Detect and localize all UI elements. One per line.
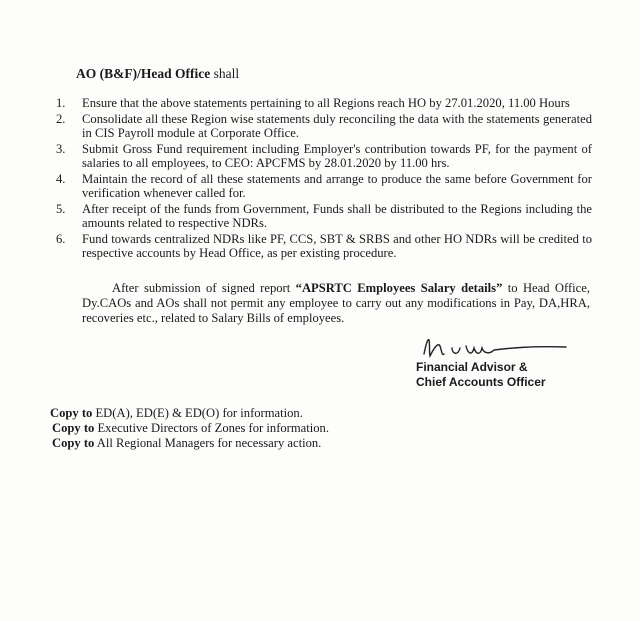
heading-rest: shall [210,66,240,81]
list-number: 2. [56,112,66,126]
signer-title-line2: Chief Accounts Officer [416,375,546,389]
copy-text: Executive Directors of Zones for information. [94,421,330,435]
copy-prefix: Copy to [50,406,93,420]
list-text: Submit Gross Fund requirement including Employer's contribution towards PF, for the payment of salaries to all employees, to CEO: APCFMS by 28.01.2020 by 11.00 hrs. [82,142,592,170]
list-item [52,172,592,200]
signatory-block [416,360,546,390]
copy-line [50,406,329,421]
list-text: Fund towards centralized NDRs like PF, CCS, SBT & SRBS and other HO NDRs will be credited to respective accounts by Head Office, as per existing procedure. [82,232,592,260]
section-heading [76,66,239,82]
copy-line [50,421,329,436]
list-text: Maintain the record of all these statements and arrange to produce the same before Government for verification whenever called for. [82,172,592,200]
list-number: 5. [56,202,66,216]
copy-line [50,436,329,451]
list-text: After receipt of the funds from Government, Funds shall be distributed to the Regions including the amounts related to respective NDRs. [82,202,592,230]
list-number: 4. [56,172,66,186]
list-number: 6. [56,232,66,246]
heading-bold: AO (B&F)/Head Office [76,66,211,81]
list-text: Ensure that the above statements pertaining to all Regions reach HO by 27.01.2020, 11.00 Hours [82,96,570,110]
list-number: 3. [56,142,66,156]
copy-to-list [50,406,329,451]
copy-prefix: Copy to [52,436,95,450]
list-item [52,232,592,260]
paragraph-after: to Head Office, Dy.CAOs and AOs shall not permit any employee to carry out any modifications in Pay, DA,HRA, recoveries etc., related to Salary Bills of employees. [82,280,590,325]
copy-prefix: Copy to [52,421,95,435]
list-number: 1. [56,96,66,110]
list-item [52,202,592,230]
copy-text: All Regional Managers for necessary action. [94,436,322,450]
signer-title-line1: Financial Advisor & [416,360,528,374]
report-name: “APSRTC Employees Salary details” [295,280,503,295]
instruction-paragraph [82,281,590,326]
instruction-list [52,96,592,262]
list-item [52,142,592,170]
list-item [52,96,592,110]
list-text: Consolidate all these Region wise statements duly reconciling the data with the statements generated in CIS Payroll module at Corporate Office. [82,112,592,140]
paragraph-before: After submission of signed report [112,280,296,295]
copy-text: ED(A), ED(E) & ED(O) for information. [92,406,303,420]
list-item [52,112,592,140]
